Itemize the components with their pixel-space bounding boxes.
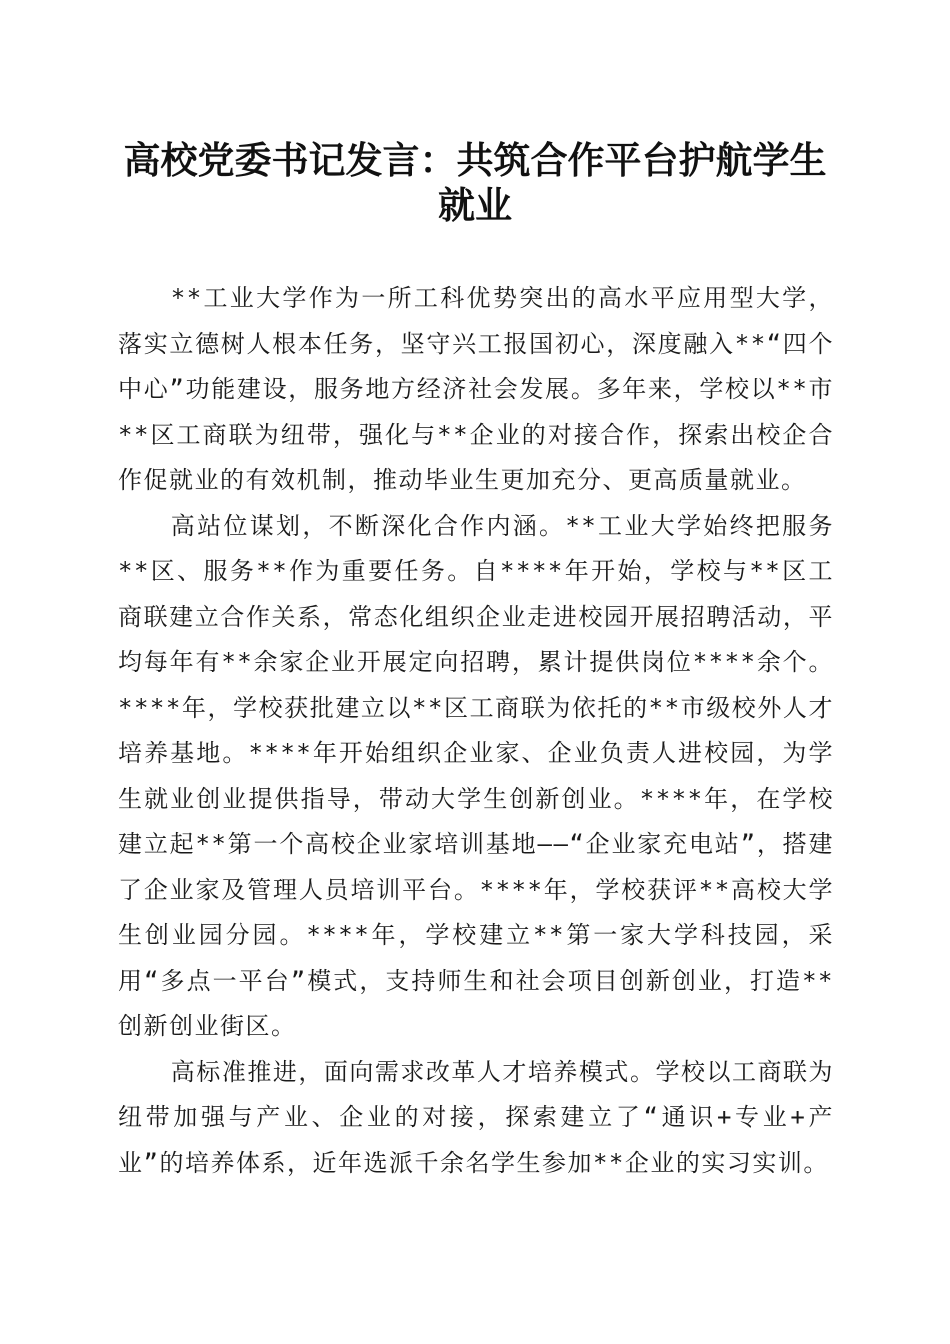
document-body bbox=[118, 276, 834, 1186]
document-title: 高校党委书记发言：共筑合作平台护航学生就业 bbox=[123, 138, 827, 227]
paragraph-intro: **工业大学作为一所工科优势突出的高水平应用型大学，落实立德树人根本任务，坚守兴工报国初心，深度融入**“四个中心”功能建设，服务地方经济社会发展。多年来，学校以**市**区工商联为纽带，强化与**企业的对接合作，探索出校企合作促就业的有效机制，推动毕业生更加充分、更高质量就业。 bbox=[118, 284, 834, 494]
paragraph-standards: 高标准推进，面向需求改革人才培养模式。学校以工商联为纽带加强与产业、企业的对接，探索建立了“通识+专业+产业”的培养体系，近年选派千余名学生参加**企业的实习实训。 bbox=[118, 1057, 834, 1177]
paragraph-planning: 高站位谋划，不断深化合作内涵。**工业大学始终把服务**区、服务**作为重要任务。自****年开始，学校与**区工商联建立合作关系，常态化组织企业走进校园开展招聘活动，平均每年有**余家企业开展定向招聘，累计提供岗位****余个。****年，学校获批建立以**区工商联为依托的**市级校外人才培养基地。****年开始组织企业家、企业负责人进校园，为学生就业创业提供指导，带动大学生创新创业。****年，在学校建立起**第一个高校企业家培训基地——“企业家充电站”，搭建了企业家及管理人员培训平台。****年，学校获评**高校大学生创业园分园。****年，学校建立**第一家大学科技园，采用“多点一平台”模式，支持师生和社会项目创新创业，打造**创新创业街区。 bbox=[118, 511, 834, 1040]
